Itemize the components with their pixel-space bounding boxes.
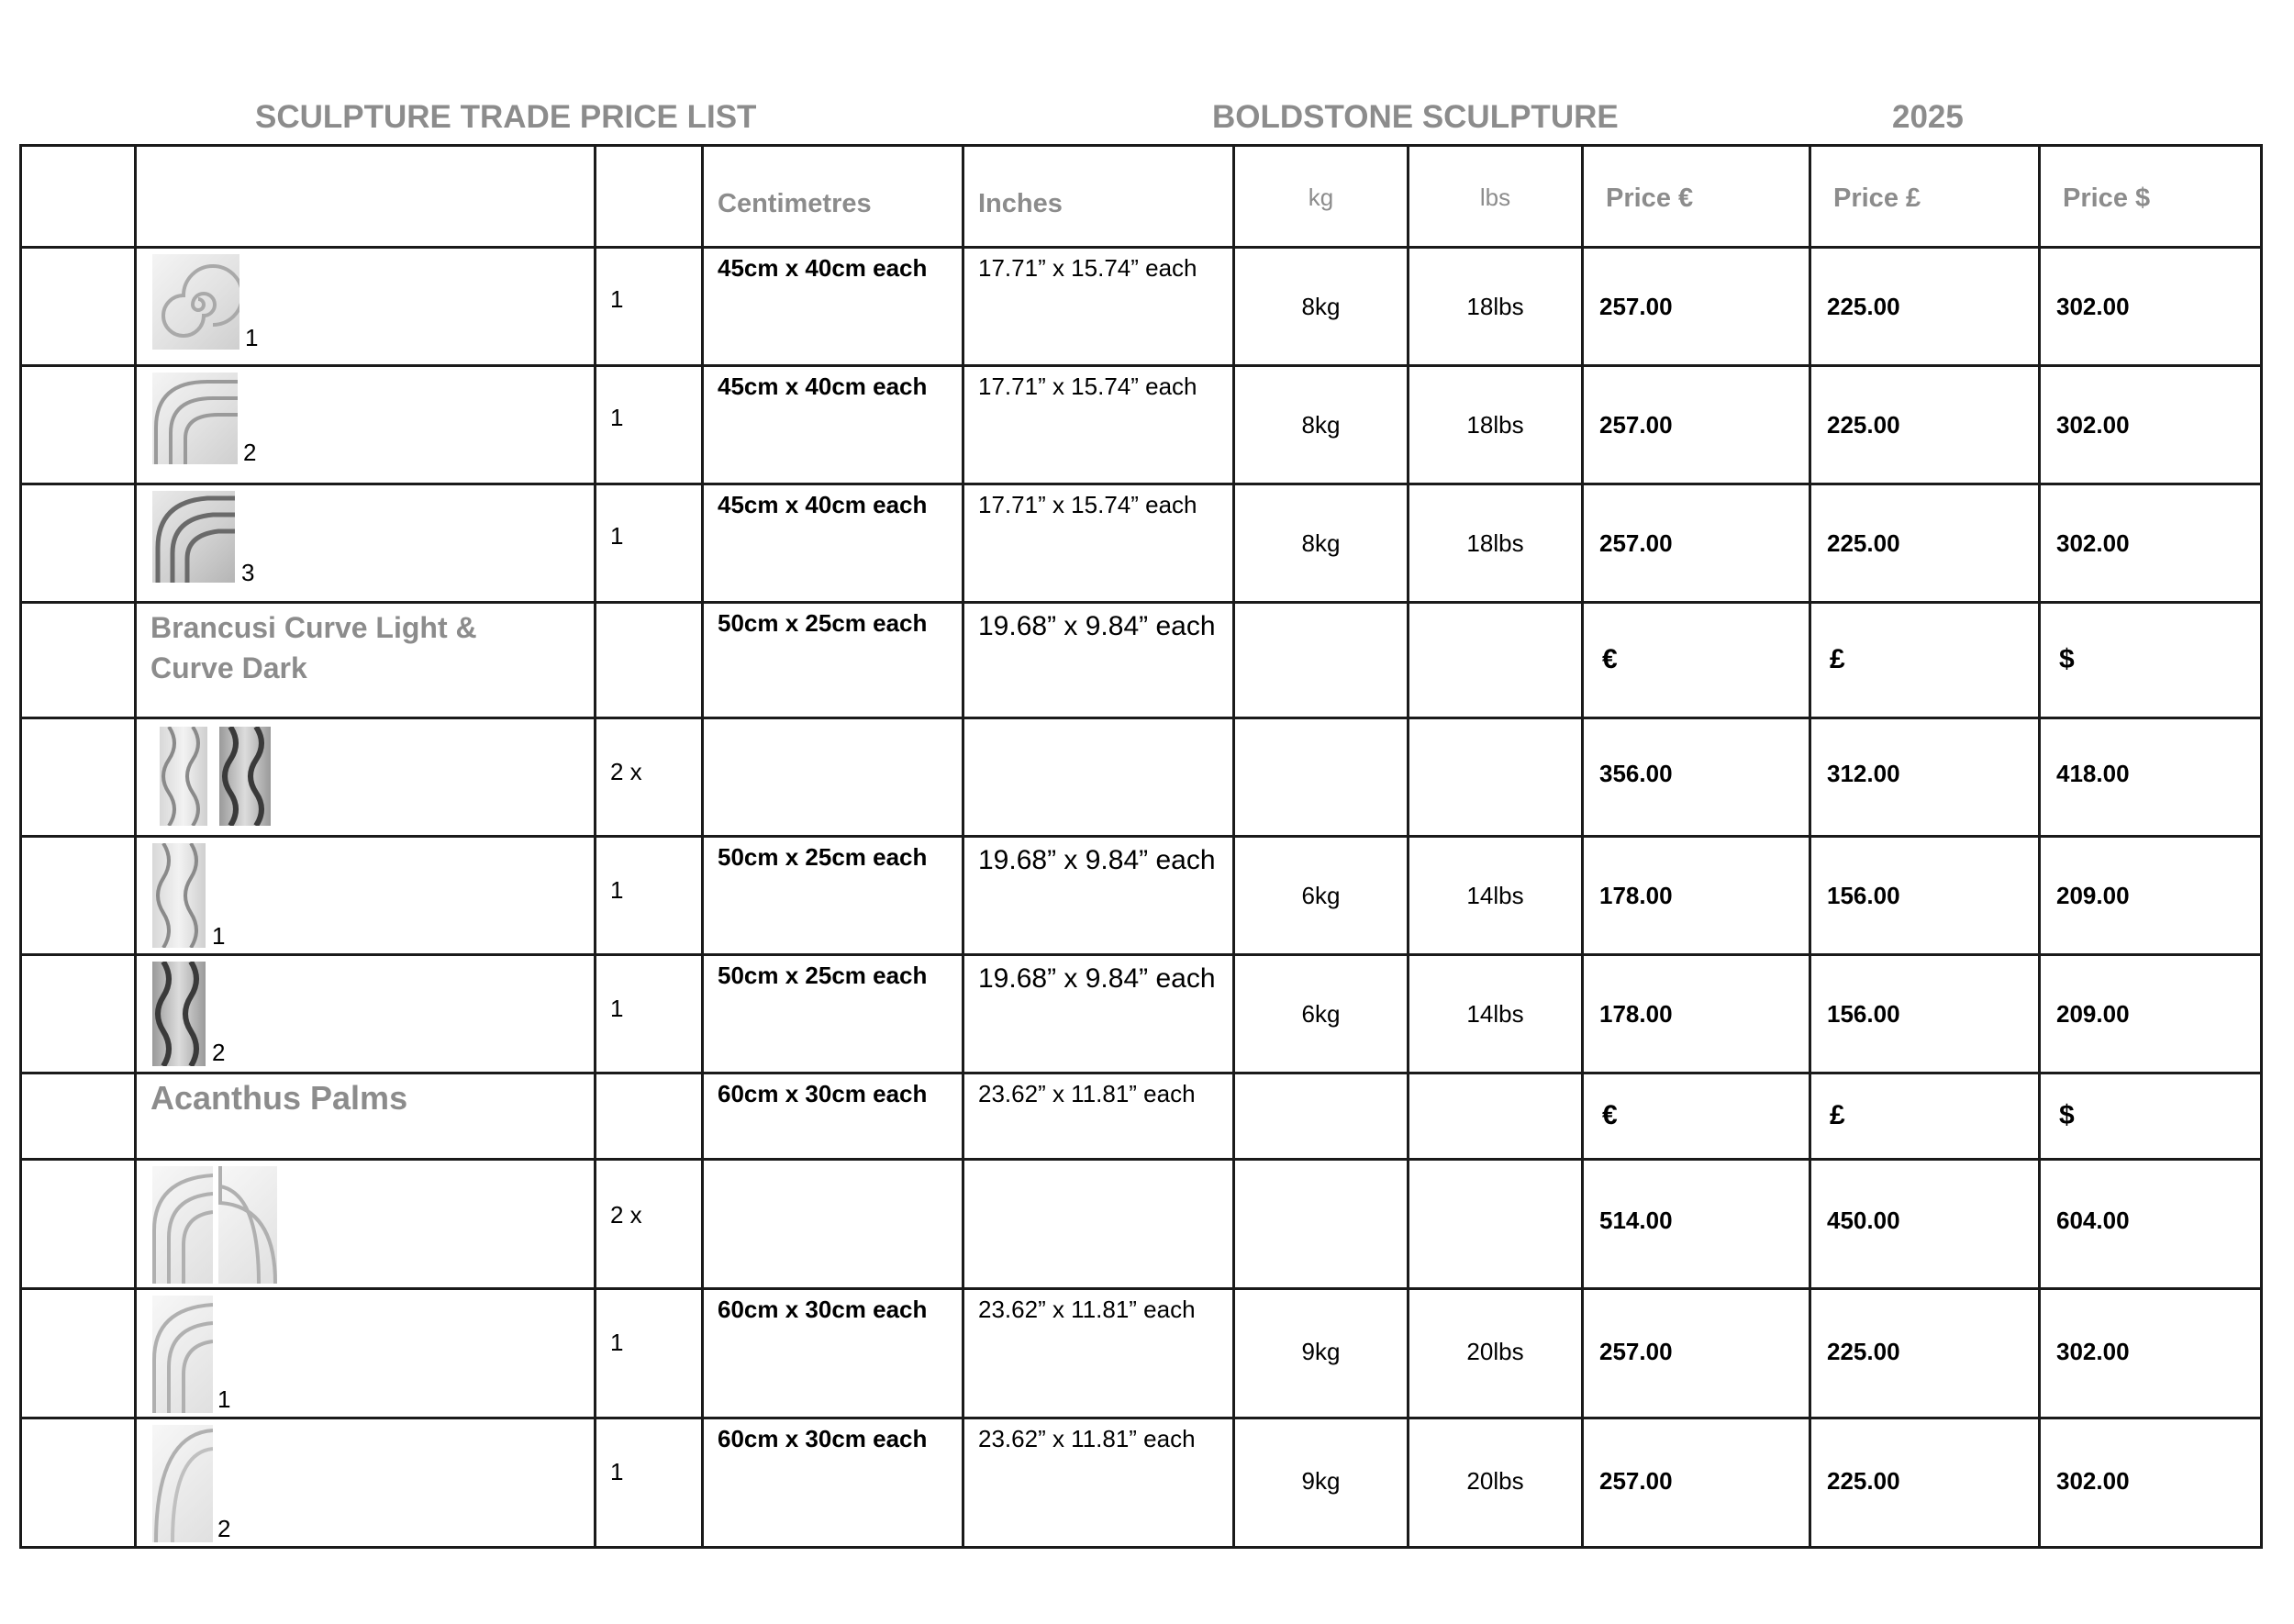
brand-name: BOLDSTONE SCULPTURE (1212, 99, 1619, 135)
spiral-relief-thumbnail (152, 254, 239, 350)
weight-kg: 8kg (1301, 293, 1341, 320)
weight-kg: 6kg (1301, 882, 1341, 909)
price-gbp: 225.00 (1827, 1338, 1900, 1365)
column-centimetres: Centimetres (718, 189, 872, 218)
price-gbp: 156.00 (1827, 882, 1900, 909)
quantity: 1 (610, 876, 624, 904)
size-inches: 19.68” x 9.84” each (978, 845, 1216, 875)
header-cell-blank (21, 146, 136, 248)
price-gbp: 225.00 (1827, 529, 1900, 557)
product-image-cell (136, 718, 596, 837)
size-inches: 17.71” x 15.74” each (978, 373, 1197, 400)
size-inches: 23.62” x 11.81” each (978, 1080, 1196, 1107)
size-cm: 45cm x 40cm each (718, 491, 928, 518)
header-cell-kg (1234, 146, 1409, 248)
header-cell-price-gbp (1810, 146, 2040, 248)
price-eur: 257.00 (1599, 1467, 1673, 1495)
price-eur: 257.00 (1599, 411, 1673, 439)
brancusi-dark-thumbnail (219, 727, 271, 826)
weight-lbs: 14lbs (1466, 1000, 1524, 1028)
price-usd: 418.00 (2056, 760, 2130, 787)
figure-number: 2 (243, 439, 257, 466)
column-kg: kg (1308, 184, 1334, 211)
price-eur: 356.00 (1599, 760, 1673, 787)
currency-symbol-eur: € (1602, 644, 1618, 674)
arch-relief-dark-thumbnail (152, 491, 235, 583)
page-header (0, 99, 2294, 145)
arch-relief-thumbnail (152, 373, 238, 464)
size-cm: 50cm x 25cm each (718, 843, 928, 871)
currency-symbol-usd: $ (2059, 1100, 2075, 1130)
header-cell-inches (963, 146, 1234, 248)
product-image-cell (136, 1289, 596, 1418)
price-eur: 178.00 (1599, 1000, 1673, 1028)
quantity: 2 x (610, 1201, 642, 1229)
brancusi-dark-thumbnail (152, 962, 206, 1066)
quantity: 1 (610, 285, 624, 313)
table-row (21, 837, 2262, 955)
size-inches: 23.62” x 11.81” each (978, 1425, 1196, 1452)
header-cell-price-usd (2040, 146, 2262, 248)
price-gbp: 156.00 (1827, 1000, 1900, 1028)
product-image-cell (136, 366, 596, 484)
price-usd: 604.00 (2056, 1207, 2130, 1234)
currency-symbol-eur: € (1602, 1100, 1618, 1130)
size-cm: 50cm x 25cm each (718, 609, 928, 637)
size-inches: 23.62” x 11.81” each (978, 1296, 1196, 1323)
table-row (21, 248, 2262, 366)
weight-lbs: 20lbs (1466, 1467, 1524, 1495)
header-cell-centimetres (703, 146, 963, 248)
section-title: Brancusi Curve Light & Curve Dark (150, 611, 477, 684)
product-image-cell (136, 248, 596, 366)
figure-number: 3 (241, 559, 255, 586)
weight-lbs: 14lbs (1466, 882, 1524, 909)
figure-number: 1 (217, 1385, 231, 1413)
section-title: Acanthus Palms (150, 1079, 408, 1117)
size-cm: 45cm x 40cm each (718, 373, 928, 400)
size-inches: 19.68” x 9.84” each (978, 963, 1216, 994)
product-image-cell (136, 837, 596, 955)
weight-lbs: 18lbs (1466, 529, 1524, 557)
price-eur: 514.00 (1599, 1207, 1673, 1234)
size-cm: 50cm x 25cm each (718, 962, 928, 989)
section-row (21, 603, 2262, 718)
weight-lbs: 18lbs (1466, 293, 1524, 320)
figure-number: 1 (245, 324, 259, 351)
price-table (19, 144, 2263, 1549)
section-row (21, 1073, 2262, 1160)
price-eur: 257.00 (1599, 529, 1673, 557)
table-row (21, 366, 2262, 484)
price-usd: 209.00 (2056, 1000, 2130, 1028)
weight-kg: 9kg (1301, 1338, 1341, 1365)
product-image-cell (136, 1418, 596, 1548)
brancusi-light-thumbnail (160, 727, 207, 826)
product-image-cell (136, 955, 596, 1073)
quantity: 1 (610, 404, 624, 431)
table-row (21, 484, 2262, 603)
acanthus-1-thumbnail (152, 1296, 213, 1413)
brancusi-light-thumbnail (152, 843, 206, 948)
price-usd: 302.00 (2056, 411, 2130, 439)
weight-kg: 9kg (1301, 1467, 1341, 1495)
quantity: 2 x (610, 758, 642, 785)
product-image-cell (136, 484, 596, 603)
column-lbs: lbs (1479, 184, 1511, 211)
size-cm: 45cm x 40cm each (718, 254, 928, 282)
size-inches: 17.71” x 15.74” each (978, 254, 1197, 282)
size-cm: 60cm x 30cm each (718, 1080, 928, 1107)
column-price-eur: Price € (1606, 184, 1694, 213)
price-eur: 257.00 (1599, 1338, 1673, 1365)
table-header-row (21, 146, 2262, 248)
table-row (21, 955, 2262, 1073)
quantity: 1 (610, 522, 624, 550)
currency-symbol-gbp: £ (1830, 644, 1845, 674)
price-gbp: 225.00 (1827, 1467, 1900, 1495)
weight-kg: 8kg (1301, 411, 1341, 439)
currency-symbol-usd: $ (2059, 644, 2075, 674)
weight-kg: 8kg (1301, 529, 1341, 557)
table-row (21, 718, 2262, 837)
figure-number: 2 (217, 1515, 231, 1542)
header-cell-image (136, 146, 596, 248)
price-list-year: 2025 (1892, 99, 1964, 135)
column-inches: Inches (978, 189, 1063, 218)
size-cm: 60cm x 30cm each (718, 1425, 928, 1452)
price-usd: 209.00 (2056, 882, 2130, 909)
price-gbp: 312.00 (1827, 760, 1900, 787)
size-inches: 17.71” x 15.74” each (978, 491, 1197, 518)
figure-number: 2 (212, 1039, 226, 1066)
price-gbp: 450.00 (1827, 1207, 1900, 1234)
price-gbp: 225.00 (1827, 411, 1900, 439)
size-cm: 60cm x 30cm each (718, 1296, 928, 1323)
quantity: 1 (610, 995, 624, 1022)
currency-symbol-gbp: £ (1830, 1100, 1845, 1130)
column-price-usd: Price $ (2063, 184, 2151, 213)
weight-lbs: 20lbs (1466, 1338, 1524, 1365)
price-list-title: SCULPTURE TRADE PRICE LIST (255, 99, 757, 135)
size-inches: 19.68” x 9.84” each (978, 611, 1216, 641)
acanthus-left-thumbnail (152, 1166, 213, 1284)
acanthus-right-thumbnail (218, 1166, 277, 1284)
acanthus-2-thumbnail (152, 1425, 213, 1542)
price-gbp: 225.00 (1827, 293, 1900, 320)
price-eur: 178.00 (1599, 882, 1673, 909)
table-row (21, 1289, 2262, 1418)
quantity: 1 (610, 1329, 624, 1356)
price-usd: 302.00 (2056, 1467, 2130, 1495)
header-cell-qty (596, 146, 703, 248)
price-usd: 302.00 (2056, 293, 2130, 320)
table-row (21, 1418, 2262, 1548)
column-price-gbp: Price £ (1833, 184, 1921, 213)
header-cell-lbs (1409, 146, 1583, 248)
weight-kg: 6kg (1301, 1000, 1341, 1028)
price-eur: 257.00 (1599, 293, 1673, 320)
figure-number: 1 (212, 922, 226, 950)
header-cell-price-eur (1583, 146, 1810, 248)
weight-lbs: 18lbs (1466, 411, 1524, 439)
price-usd: 302.00 (2056, 529, 2130, 557)
product-image-cell (136, 1160, 596, 1289)
quantity: 1 (610, 1458, 624, 1485)
table-row (21, 1160, 2262, 1289)
price-usd: 302.00 (2056, 1338, 2130, 1365)
